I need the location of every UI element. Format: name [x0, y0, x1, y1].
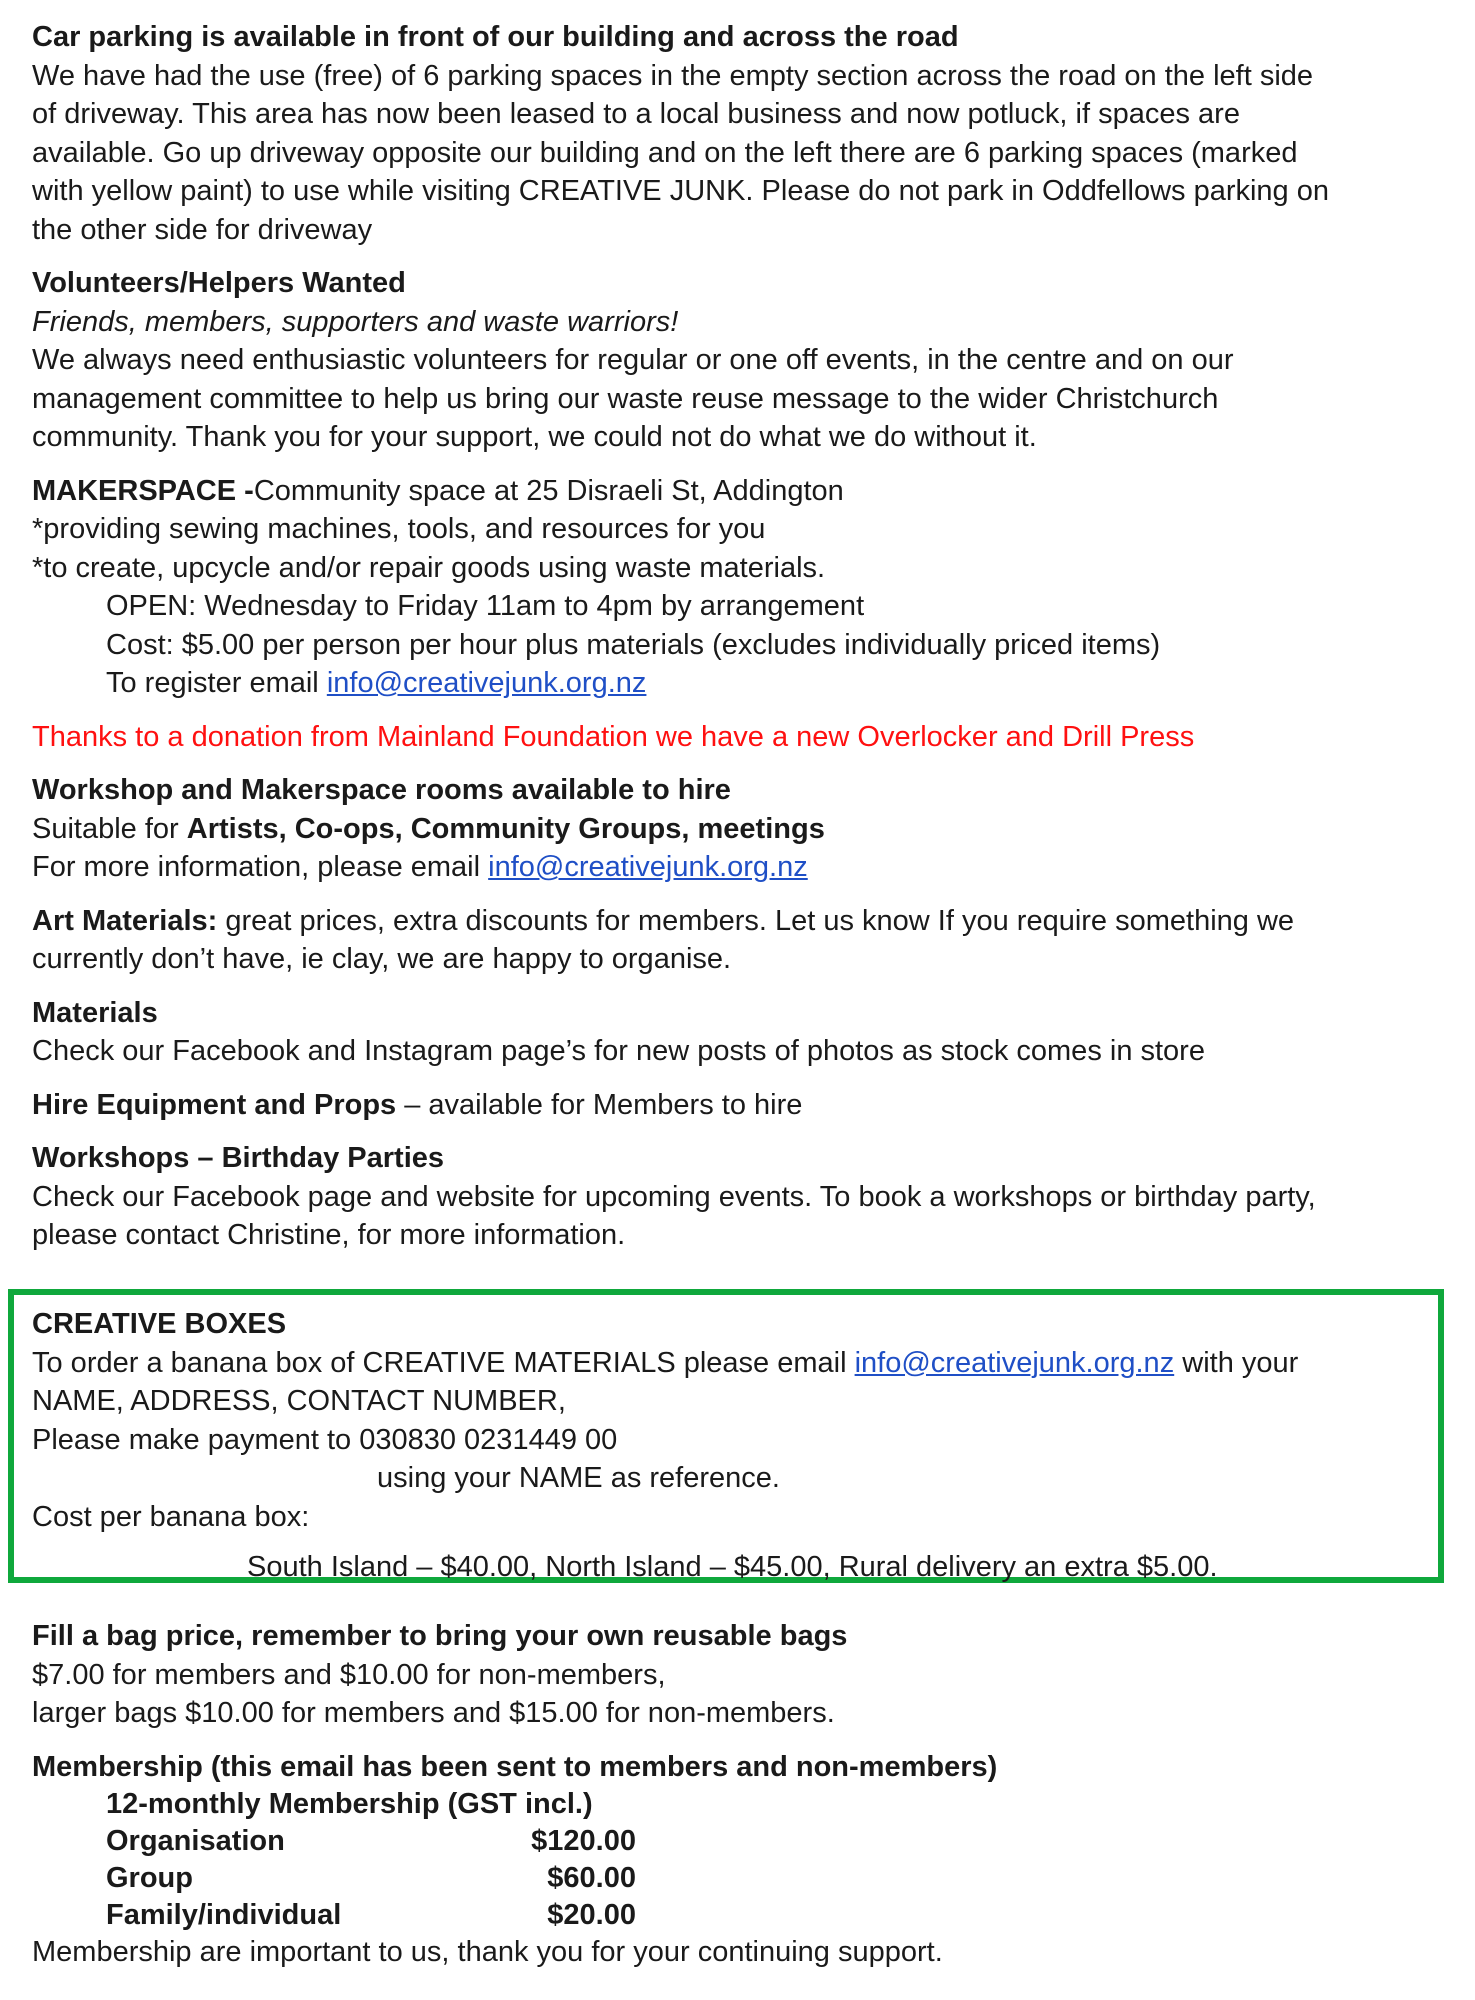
fill-bag-section [32, 1617, 1442, 1733]
makerspace-email-link[interactable]: info@creativejunk.org.nz [326, 667, 647, 699]
makerspace-heading: MAKERSPACE - [32, 474, 254, 507]
donation-notice: Thanks to a donation from Mainland Foundation we have a new Overlocker and Drill Press [32, 720, 1195, 753]
hire-rooms-suitable-list: Artists, Co-ops, Community Groups, meetings [186, 812, 825, 845]
parking-line: with yellow paint) to use while visiting CREATIVE JUNK. Please do not park in Oddfellows parking on [32, 175, 1329, 207]
parking-line: the other side for driveway [32, 213, 373, 246]
art-materials-line [32, 902, 1442, 941]
hire-equipment-text: – available for Members to hire [396, 1088, 803, 1121]
workshops-line: Check our Facebook page and website for upcoming events. To book a workshops or birthday party, [32, 1180, 1316, 1213]
art-materials-line: currently don’t have, ie clay, we are happy to organise. [32, 943, 732, 975]
makerspace-open-hours: OPEN: Wednesday to Friday 11am to 4pm by arrangement [106, 590, 865, 622]
hire-rooms-suitable [32, 810, 1442, 849]
newsletter-page [32, 18, 1442, 1270]
membership-row-price: $20.00 [547, 1899, 636, 1931]
membership-row-label: Group [106, 1862, 193, 1894]
parking-heading: Car parking is available in front of our building and across the road [32, 21, 959, 53]
membership-row-label: Organisation [106, 1825, 285, 1857]
membership-row-price: $120.00 [531, 1825, 636, 1857]
creative-boxes-order-prefix: To order a banana box of CREATIVE MATERIALS please email [32, 1346, 855, 1379]
materials-section [32, 994, 1442, 1071]
membership-section [32, 1748, 1442, 1972]
creative-boxes-section [32, 1305, 1428, 1587]
art-materials-text: great prices, extra discounts for members. Let us know If you require something we [217, 904, 1295, 937]
hire-rooms-suitable-prefix: Suitable for [32, 812, 187, 845]
hire-rooms-section [32, 771, 1442, 887]
makerspace-title-line [32, 472, 1442, 511]
parking-line: We have had the use (free) of 6 parking spaces in the empty section across the road on the left side [32, 59, 1314, 92]
volunteers-line: community. Thank you for your support, we could not do what we do without it. [32, 421, 1037, 453]
makerspace-cost: Cost: $5.00 per person per hour plus materials (excludes individually priced items) [106, 628, 1161, 661]
makerspace-register [32, 664, 1442, 703]
membership-subheading: 12-monthly Membership (GST incl.) [106, 1788, 593, 1820]
creative-boxes-order-suffix: with your [1174, 1346, 1299, 1379]
workshops-section [32, 1139, 1442, 1255]
hire-rooms-info-text: For more information, please email [32, 851, 489, 883]
creative-boxes-prices: South Island – $40.00, North Island – $45.00, Rural delivery an extra $5.00. [247, 1551, 1218, 1583]
membership-row-price: $60.00 [547, 1862, 636, 1894]
creative-boxes-frame [8, 1289, 1444, 1583]
creative-boxes-reference: using your NAME as reference. [377, 1462, 780, 1494]
hire-rooms-email-link[interactable]: info@creativejunk.org.nz [488, 851, 808, 883]
hire-equipment-line [32, 1086, 1442, 1125]
makerspace-address: Community space at 25 Disraeli St, Addington [253, 474, 844, 507]
hire-equipment-heading: Hire Equipment and Props [32, 1088, 397, 1121]
volunteers-line: We always need enthusiastic volunteers for regular or one off events, in the centre and on our [32, 344, 1234, 376]
fill-bag-line: $7.00 for members and $10.00 for non-members, [32, 1658, 666, 1691]
hire-rooms-info [32, 848, 1442, 887]
volunteers-subtitle: Friends, members, supporters and waste warriors! [32, 305, 679, 338]
creative-boxes-payment: Please make payment to 030830 0231449 00 [32, 1423, 618, 1456]
makerspace-register-text: To register email [106, 667, 327, 699]
volunteers-heading: Volunteers/Helpers Wanted [32, 267, 406, 299]
donation-section [32, 718, 1442, 757]
makerspace-line: *providing sewing machines, tools, and resources for you [32, 513, 766, 545]
art-materials-heading: Art Materials: [32, 904, 218, 937]
membership-row [32, 1860, 1442, 1897]
materials-line: Check our Facebook and Instagram page’s for new posts of photos as stock comes in store [32, 1035, 1205, 1067]
fill-bag-line: larger bags $10.00 for members and $15.00 for non-members. [32, 1697, 835, 1729]
workshops-heading: Workshops – Birthday Parties [32, 1142, 445, 1174]
creative-boxes-details: NAME, ADDRESS, CONTACT NUMBER, [32, 1385, 566, 1417]
parking-section [32, 18, 1442, 249]
hire-rooms-heading: Workshop and Makerspace rooms available to hire [32, 774, 731, 806]
volunteers-section [32, 264, 1442, 457]
fill-bag-heading: Fill a bag price, remember to bring your own reusable bags [32, 1620, 848, 1652]
volunteers-line: management committee to help us bring our waste reuse message to the wider Christchurch [32, 382, 1219, 415]
membership-row [32, 1897, 1442, 1934]
after-box-content [32, 1617, 1442, 1986]
membership-row-label: Family/individual [106, 1899, 342, 1931]
creative-boxes-email-link[interactable]: info@creativejunk.org.nz [854, 1346, 1175, 1379]
parking-line: available. Go up driveway opposite our building and on the left there are 6 parking spaces (marked [32, 136, 1298, 169]
makerspace-line: *to create, upcycle and/or repair goods using waste materials. [32, 551, 826, 584]
creative-boxes-heading: CREATIVE BOXES [32, 1308, 287, 1340]
art-materials-section [32, 902, 1442, 979]
membership-row [32, 1823, 1442, 1860]
hire-equipment-section [32, 1086, 1442, 1125]
creative-boxes-cost-label: Cost per banana box: [32, 1500, 310, 1533]
creative-boxes-order [32, 1344, 1428, 1383]
workshops-line: please contact Christine, for more information. [32, 1219, 626, 1251]
parking-line: of driveway. This area has now been leased to a local business and now potluck, if spaces are [32, 98, 1240, 130]
materials-heading: Materials [32, 996, 158, 1029]
makerspace-section [32, 472, 1442, 703]
membership-heading: Membership (this email has been sent to members and non-members) [32, 1750, 998, 1783]
membership-footer: Membership are important to us, thank you for your continuing support. [32, 1936, 943, 1968]
